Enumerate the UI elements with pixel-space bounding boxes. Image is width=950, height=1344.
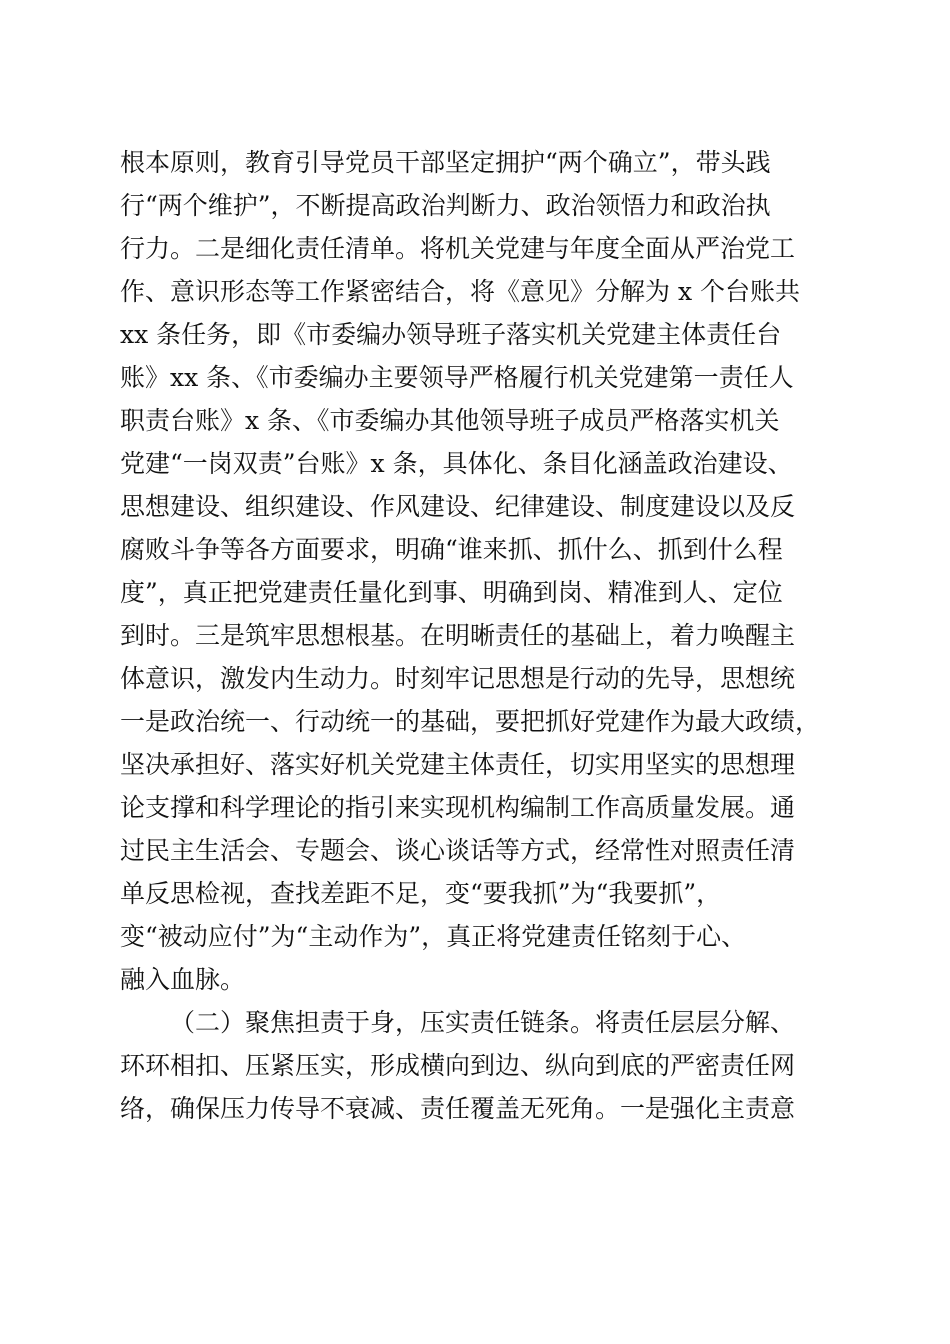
text-line: 思想建设、组织建设、作风建设、纪律建设、制度建设以及反 (120, 492, 796, 521)
text-line: 作、意识形态等工作紧密结合，将《意见》分解为 x 个台账共 (120, 277, 800, 306)
text-line: 账》xx 条、《市委编办主要领导严格履行机关党建第一责任人 (120, 363, 794, 392)
text-line: 行“两个维护”，不断提高政治判断力、政治领悟力和政治执 (120, 191, 771, 220)
text-line: 到时。三是筑牢思想根基。在明晰责任的基础上，着力唤醒主 (120, 621, 796, 650)
text-line: xx 条任务，即《市委编办领导班子落实机关党建主体责任台 (120, 320, 782, 349)
text-line: 一是政治统一、行动统一的基础，要把抓好党建作为最大政绩， (120, 707, 821, 736)
text-line: 论支撑和科学理论的指引来实现机构编制工作高质量发展。通 (120, 793, 796, 822)
text-line: 变“被动应付”为“主动作为”，真正将党建责任铭刻于心、 (120, 922, 747, 951)
section-heading-line: （二）聚焦担责于身，压实责任链条。将责任层层分解、 (170, 1008, 796, 1037)
text-line: 体意识，激发内生动力。时刻牢记思想是行动的先导，思想统 (120, 664, 796, 693)
text-line: 度”，真正把党建责任量化到事、明确到岗、精准到人、定位 (120, 578, 783, 607)
text-line: 腐败斗争等各方面要求，明确“谁来抓、抓什么、抓到什么程 (120, 535, 783, 564)
text-line: 单反思检视，查找差距不足，变“要我抓”为“我要抓”， (120, 879, 722, 908)
text-line: 职责台账》x 条、《市委编办其他领导班子成员严格落实机关 (120, 406, 780, 435)
text-line: 融入血脉。 (120, 965, 246, 994)
text-line: 坚决承担好、落实好机关党建主体责任，切实用坚实的思想理 (120, 750, 796, 779)
text-line: 过民主生活会、专题会、谈心谈话等方式，经常性对照责任清 (120, 836, 796, 865)
text-line: 行力。二是细化责任清单。将机关党建与年度全面从严治党工 (120, 234, 796, 263)
text-line: 环环相扣、压紧压实，形成横向到边、纵向到底的严密责任网 (120, 1051, 796, 1080)
text-line: 党建“一岗双责”台账》x 条，具体化、条目化涵盖政治建设、 (120, 449, 793, 478)
text-line: 络，确保压力传导不衰减、责任覆盖无死角。一是强化主责意 (120, 1094, 796, 1123)
text-line: 根本原则，教育引导党员干部坚定拥护“两个确立”，带头践 (120, 148, 771, 177)
